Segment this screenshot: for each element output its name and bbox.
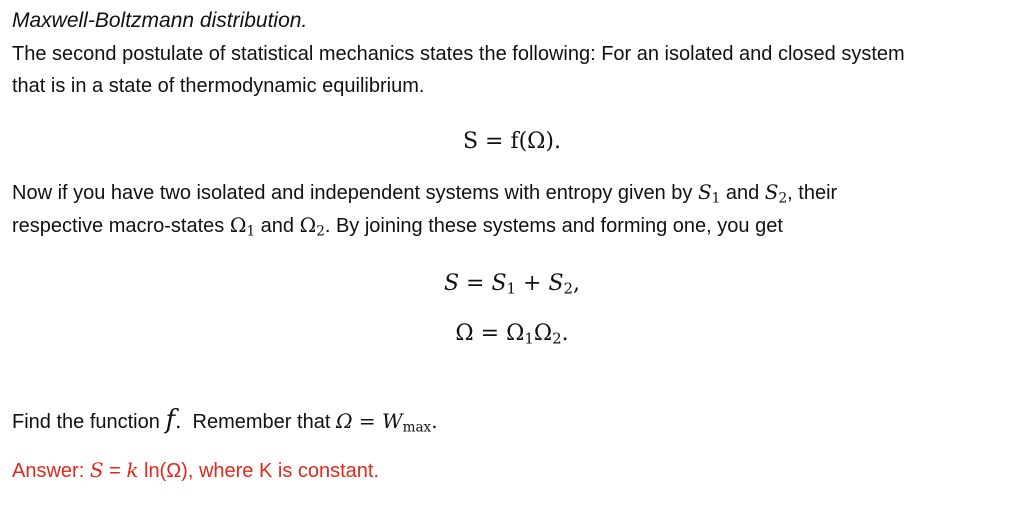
document — [12, 6, 1012, 487]
find-function-line: Find the function f. Remember that $\Omega = W_{max}$. — [12, 405, 438, 436]
equation-entropy-sum: $S = S_1 + S_2$, — [443, 271, 581, 298]
document-title: Maxwell-Boltzmann distribution. — [12, 9, 308, 32]
intro-line-1: The second postulate of statistical mechanics states the following: For an isolated and closed system — [12, 43, 905, 65]
answer-line: Answer: S = k ln(Ω), where K is constant. — [12, 458, 380, 482]
systems-paragraph-line-1: Now if you have two isolated and independent systems with entropy given by $S_1$ and $S_2$, their — [12, 180, 838, 207]
equation-entropy-function: S = f(Ω). — [462, 129, 562, 154]
systems-paragraph-line-2: respective macro-states $\Omega_1$ and $\Omega_2$. By joining these systems and forming one, you get — [12, 213, 783, 240]
intro-line-2: that is in a state of thermodynamic equilibrium. — [12, 75, 425, 97]
equation-omega-product: $\Omega = \Omega_1\Omega_2$. — [455, 321, 569, 348]
